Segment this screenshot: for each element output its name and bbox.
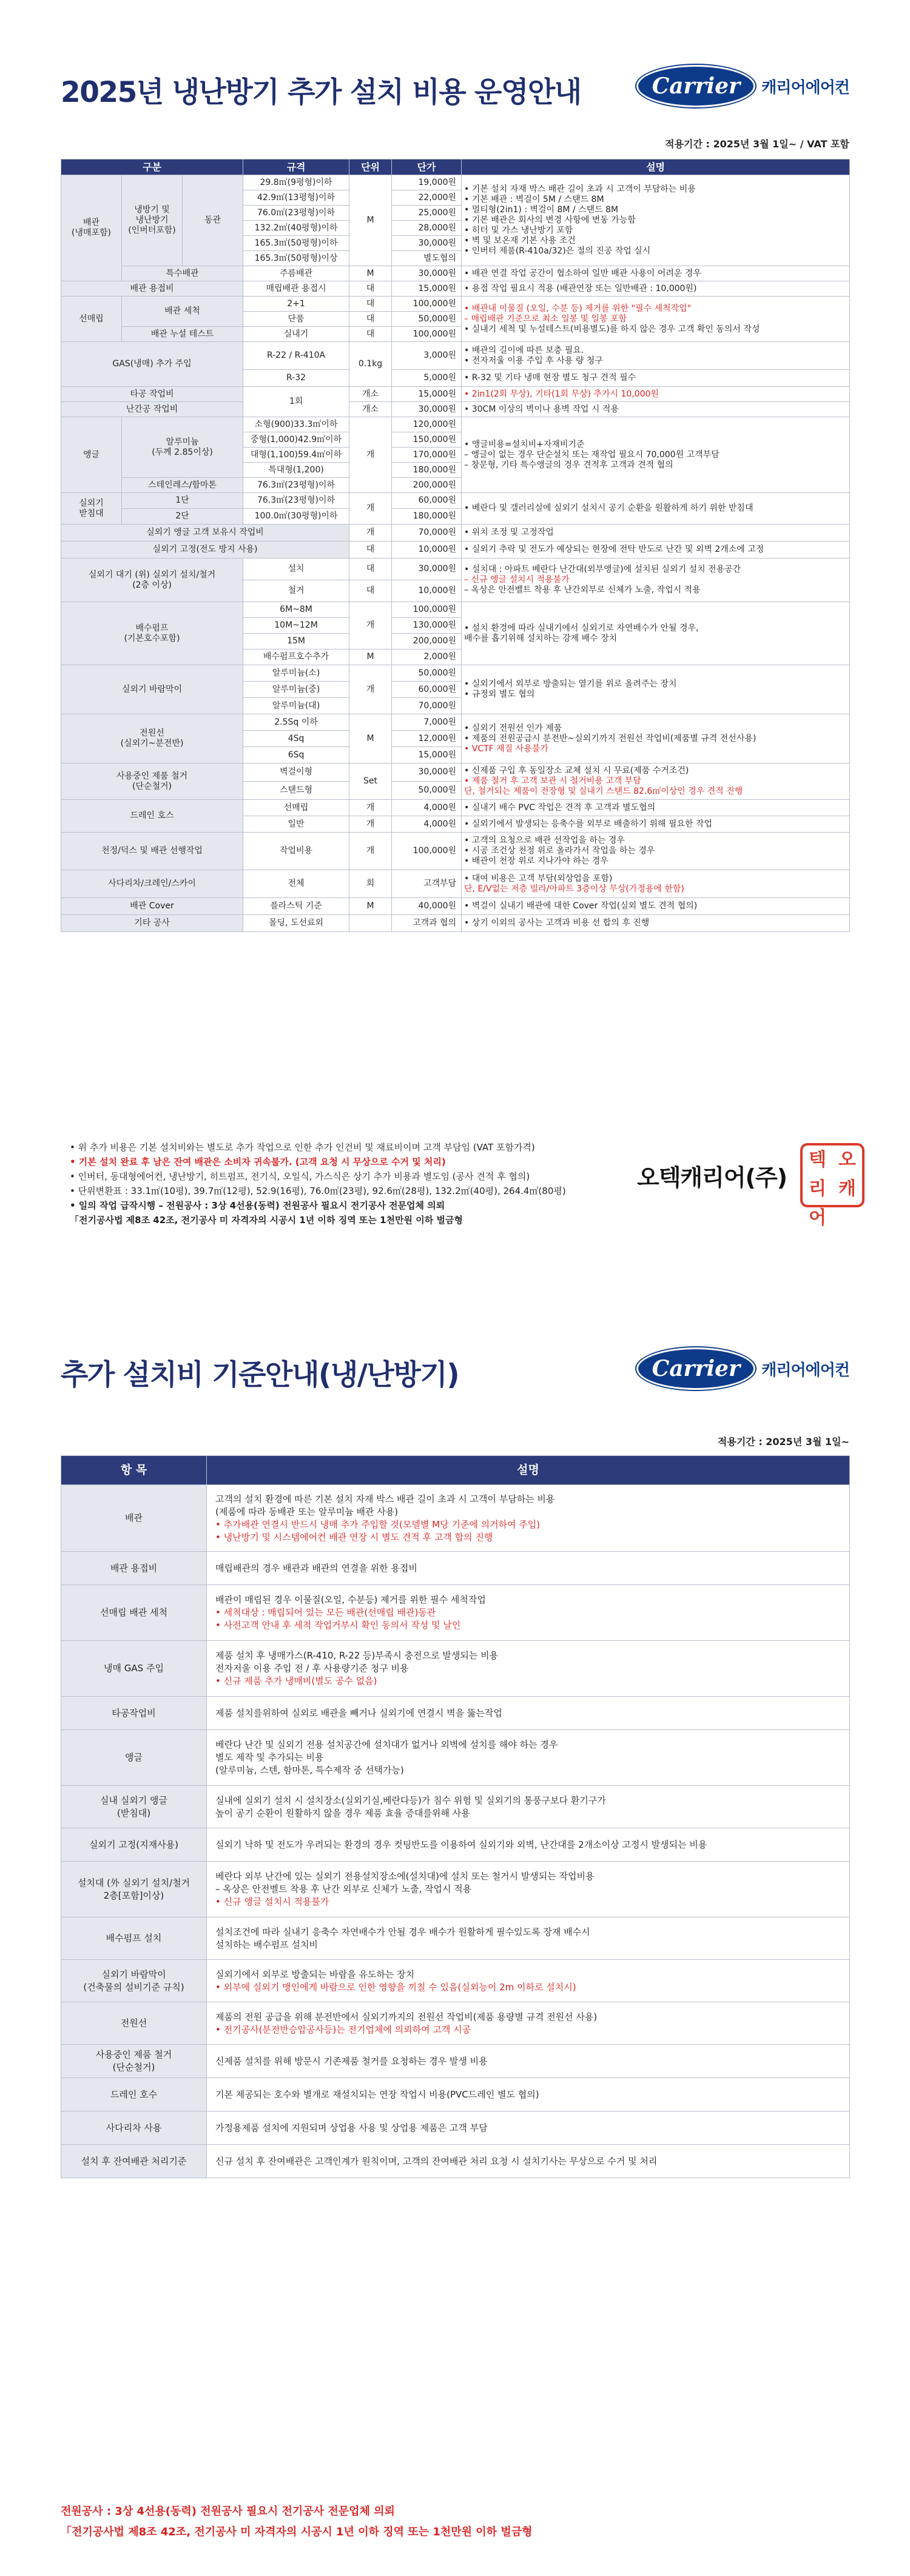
desc-warning: • 세척대상 : 매립되어 있는 모든 배관(선매립 배관)동관 <box>215 1607 436 1618</box>
table-row <box>61 1786 850 1828</box>
section2-title: 추가 설치비 기준안내(냉/난방기) <box>61 1358 459 1392</box>
item-name: 배관 <box>61 1485 207 1552</box>
table-row <box>61 2002 850 2045</box>
desc-line: (알루미늄, 스텐, 함마톤, 특수제작 중 선택가능) <box>215 1765 404 1776</box>
group-pipe: 배관 (냉매포함) <box>61 175 122 281</box>
desc-line: 신제품 설치를 위해 방문시 기존제품 철거를 요청하는 경우 발생 비용 <box>215 2055 488 2067</box>
table-row: 6Sq 15,000원 <box>61 747 850 763</box>
table-row: 기타 공사 몰딩, 도선료외 고객과 협의 • 상기 이외의 공사는 고객과 비용 선 합의 후 진행 <box>61 915 850 932</box>
col-header-desc: 설명 <box>207 1456 850 1485</box>
item-desc <box>207 1730 850 1786</box>
desc-line: 실내에 실외기 설치 시 설치장소(실외기실,베란다등)가 침수 위험 및 실외기의 통풍구보다 환기구가 <box>215 1794 606 1806</box>
desc-line: 전자저울 이용 주입 전 / 후 사용량기준 청구 비용 <box>215 1663 409 1674</box>
table-row: 천정/덕스 및 배관 선행작업 작업비용 개 100,000원 • 고객의 요청으로 배관 선작업을 하는 경우 • 시공 조건상 천정 위로 올라가서 작업을 하는 경우 • 배관이 천장 위로 지나가야 하는 경우 <box>61 833 850 870</box>
table-row: 앵글 알루미늄 (두께 2.85이상) 소형(900)33.3㎡이하 개 120,000원 • 앵글비용=설치비+자재비기준 – 앵글이 없는 경우 단순설치 또는 재작업 필요시 70,000원 고객부담 – 창문형, 기타 특수앵글의 경우 견적후 고객과 견적 협의 <box>61 417 850 432</box>
table-row: 132.2㎡(40평형)이하 28,000원 <box>61 221 850 236</box>
table-row: 사다리차/크레인/스카이 전체 회 고객부담 • 대여 비용은 고객 부담(외상업을 포함) 단, E/V없는 저층 빌라/아파트 3층이상 무상(가정용에 한함) <box>61 870 850 898</box>
item-name: 배관 용접비 <box>61 1552 207 1585</box>
section1-notes: • 위 추가 비용은 기본 설치비와는 별도로 추가 작업으로 인한 추가 인건비 및 재료비이며 고객 부담임 (VAT 포함가격) • 기본 설치 완료 후 남은 잔여 배관은 소비자 귀속불가. (고객 요청 시 무상으로 수거 및 처리) • 인버터, 동대형에어컨, 냉난방기, 히트펌프, 전기식, 오일식, 가스식은 상기 추가 비용과 별도임 (공사 견적 후 협의) • 단위변환표 : 33.1㎡(10평), 39.7㎡(12평), 52.9(16평), 76.0㎡(23평), 92.6㎡(28평), 132.2㎡(40평), 264.4㎡(80평) • 일의 작업 급작시행 – 전원공사 : 3상 4선용(동력) 전원공사 필요시 전기공사 전문업체 의뢰 「전기공사법 제8조 42조, 전기공사 미 자격자의 시공시 1년 이하 징역 또는 1천만원 이하 벌금형 <box>70 1142 566 1226</box>
company-stamp-area <box>637 1143 864 1229</box>
table-row: 중형(1,000)42.9㎡이하 150,000원 <box>61 432 850 448</box>
item-desc <box>207 1641 850 1697</box>
desc-line: 신규 설치 후 잔여배관은 고객인계가 원칙이며, 고객의 잔여배관 처리 요청 시 설치기사는 무상으로 수거 및 처리 <box>215 2155 658 2167</box>
table-row <box>61 1828 850 1862</box>
desc-line: 높이 공기 순환이 원활하지 않을 경우 제품 효율 증대를위해 사용 <box>215 1807 470 1819</box>
desc-line: 설치조건에 따라 실내기 응축수 자연배수가 안될 경우 배수가 원활하게 필수있도록 장재 배수시 <box>215 1926 590 1937</box>
item-desc <box>207 2111 850 2145</box>
table-row: 배관 누설 테스트 실내기 대 100,000원 <box>61 327 850 342</box>
table-row: 배관 Cover 플라스틱 기준 M 40,000원 • 벽걸이 실내기 배관에 대한 Cover 작업(실외 별도 견적 협의) <box>61 898 850 915</box>
desc-line: (제품에 따라 동배관 또는 알루미늄 배관 사용) <box>215 1506 399 1517</box>
table-row: 4Sq 12,000원 <box>61 731 850 747</box>
table-row: 단품 대 50,000원 <box>61 312 850 327</box>
standard-table <box>61 1455 850 2178</box>
company-name: 오텍캐리어(주) <box>637 1164 787 1191</box>
section2-footnotes: 전원공사 : 3상 4선용(동력) 전원공사 필요시 전기공사 전문업체 의뢰 「전기공사법 제8조 42조, 전기공사 미 자격자의 시공시 1년 이하 징역 또는 1천만원 이하 벌금형 <box>61 2505 533 2538</box>
table-row: 15M 200,000원 <box>61 634 850 649</box>
table-row: 2단 100.0㎡(30평형)이하 180,000원 <box>61 509 850 525</box>
desc-line: – 옥상은 안전벨트 착용 후 난간 외부로 신체가 노출, 작업시 적용 <box>215 1883 472 1894</box>
item-name: 냉매 GAS 주입 <box>61 1641 207 1697</box>
table-row: 선매립 배관 세척 2+1 대 100,000원 • 배관내 이물질 (오일, 수분 등) 제거를 위한 "필수 세척작업" – 매립배관 기준으로 최소 일봉 및 일봉 포함 • 실내기 세척 및 누설테스트(비용별도)를 하지 않은 경우 고객 확인 동의서 작성 <box>61 297 850 312</box>
table-row: 실외기 받침대 1단 76.3㎡(23평형)이하 개 60,000원 • 베란다 및 갤러리실에 실외기 설치시 공기 순환을 원활하게 하기 위한 받침대 <box>61 493 850 509</box>
desc-line: 실외기에서 외부로 방출되는 바람을 유도하는 장치 <box>215 1968 415 1980</box>
carrier-logo <box>636 65 849 107</box>
table-row: 스탠드형 50,000원 <box>61 782 850 800</box>
carrier-logo-mark: Carrier <box>636 65 755 107</box>
table-row: 타공 작업비 1회 개소 15,000원 • 2in1(2회 무상), 기타(1회 무상) 추가시 10,000원 <box>61 387 850 402</box>
item-name: 선매립 배관 세척 <box>61 1585 207 1641</box>
section2-period: 적용기간 : 2025년 3월 1일~ <box>717 1436 849 1447</box>
table-row: 42.9㎡(13평형)이하 22,000원 <box>61 190 850 206</box>
col-header-category: 구분 <box>61 159 243 175</box>
item-name: 설치대 (外 실외기 설치/철거 2층[포함]이상) <box>61 1862 207 1917</box>
table-row: 특대형(1,200) 180,000원 <box>61 463 850 478</box>
item-desc <box>207 1485 850 1552</box>
unit-cell: M <box>349 175 392 266</box>
desc-line: 매립배관의 경우 배관과 배관의 연결을 위한 용접비 <box>215 1562 417 1574</box>
item-desc <box>207 1828 850 1862</box>
desc-line: 고객의 설치 환경에 따른 기본 설치 자재 박스 배관 길이 초과 시 고객이 부담하는 비용 <box>215 1493 555 1504</box>
desc-warning: • 신규 제품 추가 냉매비(별도 공수 없음) <box>215 1675 377 1686</box>
table-row: 실외기 대기 (위) 실외기 설치/철거 (2층 이상) 설치 대 30,000원 • 설치대 : 아파트 베란다 난간대(외부앵글)에 설치된 실외기 설치 전용공간 – 신규 앵글 설치시 적용불가 – 옥상은 안전벨트 착용 후 난간외부로 신체가 노출, 작업시 적용 <box>61 558 850 580</box>
table-row: 알루미늄(중) 60,000원 <box>61 682 850 698</box>
desc-line: 실외기 낙하 및 전도가 우려되는 환경의 경우 컷팅반도를 이용하여 실외기와 외벽, 난간대를 2개소이상 고정시 발생되는 비용 <box>215 1839 707 1850</box>
desc-pipe: • 기본 설치 자재 박스 배관 길이 초과 시 고객이 부담하는 비용 • 기본 배관 : 벽걸이 5M / 스탠드 8M • 멀티형(2in1) : 벽걸이 8M / 스탠드 8M • 기본 배관은 회사의 변경 사항에 변동 가능함 • 히터 및 가스 냉난방기 포함 • 벽 및 보온재 기본 사용 조건 • 인버터 제품(R-410a/32)은 절의 진공 작업 실시 <box>462 175 850 266</box>
desc-line: 기본 제공되는 호수와 별개로 재설치되는 연장 작업시 비용(PVC드레인 별도 협의) <box>215 2088 539 2100</box>
desc-warning: • 전기공사(분전반승압공사등)는 전기업체에 의뢰하여 고객 시공 <box>215 2024 471 2035</box>
table-row: 난간공 작업비 개소 30,000원 • 30CM 이상의 벽이나 용벽 작업 시 적용 <box>61 402 850 417</box>
table-row <box>61 1697 850 1730</box>
item-desc <box>207 1585 850 1641</box>
table-row <box>61 1552 850 1585</box>
col-header-spec: 규격 <box>243 159 349 175</box>
item-name: 실외기 고정(지재사용) <box>61 1828 207 1862</box>
table-row: GAS(냉매) 추가 주입 R-22 / R-410A 0.1kg 3,000원 • 배관의 길이에 따른 보충 필요. • 전자저울 이용 주입 후 사용 량 청구 <box>61 342 850 370</box>
company-seal: 텍 오 리어 캐 <box>800 1143 864 1207</box>
group-aircon: 냉방기 및 냉난방기 (인버터포함) <box>122 175 183 266</box>
carrier-logo-mark: Carrier <box>636 1347 755 1390</box>
table-row <box>61 175 850 190</box>
item-desc <box>207 1960 850 2002</box>
table-row <box>61 1917 850 1960</box>
carrier-brand-name: 캐리어에어컨 <box>761 1361 849 1380</box>
item-name: 설치 후 잔여배관 처리기준 <box>61 2145 207 2178</box>
table-row: 사용중인 제품 철거 (단순철거) 벽걸이형 Set 30,000원 • 신제품 구입 후 동일장소 교체 설치 시 무료(제품 수거조건) • 제품 철거 후 고객 보관 시 철거비용 고객 부담 단, 철거되는 제품이 전장형 및 실내기 스탠드 82.6㎡이상인 경우 견적 진행 <box>61 763 850 782</box>
table-row <box>61 1641 850 1697</box>
item-desc <box>207 1786 850 1828</box>
table-row: 알루미늄(대) 70,000원 <box>61 698 850 714</box>
item-desc <box>207 1697 850 1730</box>
desc-warning: • 신규 앵글 설치시 적용불가 <box>215 1896 329 1907</box>
desc-line: 제품의 전원 공급을 위해 분전반에서 실외기까지의 전원선 작업비(제품 용량별 규격 전원선 사용) <box>215 2011 598 2022</box>
table-row <box>61 2111 850 2145</box>
item-desc <box>207 1552 850 1585</box>
table-row <box>61 1862 850 1917</box>
item-name: 앵글 <box>61 1730 207 1786</box>
table-row: 스테인레스/함마톤 76.3㎡(23평형)이하 200,000원 <box>61 478 850 493</box>
table-row: 실외기 앵글 고객 보유시 작업비 개 70,000원 • 위치 조정 및 고정작업 <box>61 525 850 542</box>
item-name: 사용중인 제품 철거 (단순철거) <box>61 2045 207 2078</box>
desc-line: 설치하는 배수펌프 설치비 <box>215 1939 318 1950</box>
item-name: 배수펌프 설치 <box>61 1917 207 1960</box>
table-row: 실외기 바람막이 알루미늄(소) 개 50,000원 • 실외기에서 외부로 방출되는 열기를 위로 올려주는 장치 • 규정외 별도 협의 <box>61 665 850 682</box>
item-name: 드레인 호수 <box>61 2078 207 2111</box>
desc-warning: • 추가배관 연결시 반드시 냉매 추가 주입할 것(모델별 M당 기준에 의거하여 주입) <box>215 1518 541 1530</box>
desc-line: 가정용제품 설치에 지원되며 상업용 사용 및 상업용 제품은 고객 부담 <box>215 2122 488 2133</box>
item-name: 타공작업비 <box>61 1697 207 1730</box>
table-row <box>61 1730 850 1786</box>
col-header-unit: 단위 <box>349 159 392 175</box>
item-desc <box>207 2045 850 2078</box>
standard-guide-section <box>0 1292 910 2576</box>
table-row: 철거 대 10,000원 <box>61 580 850 602</box>
item-desc <box>207 1862 850 1917</box>
desc-line: 별도 제작 및 추가되는 비용 <box>215 1752 324 1763</box>
table-row: 대형(1,100)59.4㎡이하 170,000원 <box>61 448 850 463</box>
table-row <box>61 2078 850 2111</box>
table-row: 10M~12M 130,000원 <box>61 618 850 634</box>
col-header-item: 항 목 <box>61 1456 207 1485</box>
desc-line: 베란다 외부 난간에 있는 실외기 전용설치장소에(설치대)에 설치 또는 철거시 발생되는 작업비용 <box>215 1871 595 1882</box>
table-row: 배수펌프호수추가 M 2,000원 <box>61 649 850 665</box>
group-copper: 동관 <box>183 175 243 266</box>
table-row <box>61 1485 850 1552</box>
carrier-logo <box>636 1347 849 1390</box>
desc-warning: • 외부에 실외기 맹인에게 바람으로 인한 영향을 끼칠 수 있음(실외능이 2m 이하로 설치시) <box>215 1981 576 1993</box>
table-row <box>61 1585 850 1641</box>
item-desc <box>207 2078 850 2111</box>
section2-header <box>61 1340 849 1395</box>
col-header-desc: 설명 <box>462 159 850 175</box>
desc-line: 베란다 난간 및 실외기 전용 설치공간에 설치대가 없거나 외벽에 설치를 해야 하는 경우 <box>215 1739 558 1750</box>
section1-header <box>61 58 849 112</box>
table-row: 165.3㎡(50평형)이하 30,000원 <box>61 236 850 251</box>
table-row: 일반 개 4,000원 • 실외기에서 발생되는 응축수를 외부로 배출하기 위해 필요한 작업 <box>61 816 850 833</box>
section1-title: 2025년 냉난방기 추가 설치 비용 운영안내 <box>61 76 581 109</box>
table-row: 드레인 호스 선매립 개 4,000원 • 실내기 배수 PVC 작업은 견적 후 고객과 별도협의 <box>61 800 850 816</box>
table-row: 특수배관 주름배관 M 30,000원 • 배관 연결 작업 공간이 협소하여 일반 배관 사용이 어려운 경우 <box>61 266 850 281</box>
table-row: R-32 5,000원 • R-32 및 기타 냉매 현장 별도 청구 견적 필수 <box>61 370 850 387</box>
item-name: 실내 실외기 앵글 (받침대) <box>61 1786 207 1828</box>
item-name: 전원선 <box>61 2002 207 2045</box>
item-desc <box>207 1917 850 1960</box>
item-name: 실외기 바람막이 (건축물의 설비기준 규칙) <box>61 1960 207 2002</box>
col-header-price: 단가 <box>392 159 462 175</box>
item-name: 사다리차 사용 <box>61 2111 207 2145</box>
table-row: 배관 용접비 매립배관 용접시 대 15,000원 • 용접 작업 필요시 적용 (배관연장 또는 일반배관 : 10,000원) <box>61 281 850 297</box>
table-row: 실외기 고정(전도 방지 사용) 대 10,000원 • 실외기 추락 및 전도가 예상되는 현장에 전탁 반도로 난간 및 외벽 2개소에 고정 <box>61 542 850 558</box>
desc-line: 배관이 매립된 경우 이물질(오일, 수분등) 제거를 위한 필수 세척작업 <box>215 1594 486 1605</box>
item-desc <box>207 2002 850 2045</box>
section1-period: 적용기간 : 2025년 3월 1일~ / VAT 포함 <box>665 138 849 150</box>
desc-line: 제품 설치 후 냉매가스(R-410, R-22 등)부족시 충전으로 발생되는 비용 <box>215 1650 499 1661</box>
table-row: 76.0㎡(23평형)이하 25,000원 <box>61 206 850 221</box>
table-row: 전원선 (실외기~분전반) 2.5Sq 이하 M 7,000원 • 실외기 전원선 인가 제품 • 제품의 전원공급시 분전반~실외기까지 전원선 작업비(제품별 규격 전선사용) • VCTF 재질 사용불가 <box>61 714 850 731</box>
price-cell: 19,000원 <box>392 175 462 190</box>
table-row <box>61 2145 850 2178</box>
table-row <box>61 2045 850 2078</box>
table-row <box>61 1960 850 2002</box>
desc-line: 제품 설치를위하여 실외로 배관을 빼거나 실외기에 연결시 벽을 뚫는작업 <box>215 1707 502 1719</box>
desc-warning: • 사전고객 안내 후 세척 작업거부시 확인 동의서 작성 및 날인 <box>215 1620 461 1631</box>
carrier-brand-name: 캐리어에어컨 <box>761 78 849 97</box>
desc-warning: • 냉난방기 및 시스템에어컨 배관 연장 시 별도 견적 후 고객 합의 진행 <box>215 1531 493 1543</box>
table-row: 165.3㎡(50평형)이상 별도협의 <box>61 251 850 266</box>
item-desc <box>207 2145 850 2178</box>
cost-table <box>61 159 850 932</box>
table-row: 배수펌프 (기본호수포함) 6M~8M 개 100,000원 • 설치 환경에 따라 실내기에서 실외기로 자연배수가 안될 경우, 배수를 흡기위해 설치하는 강제 배수 장치 <box>61 602 850 618</box>
spec-cell: 29.8㎡(9평형)이하 <box>243 175 349 190</box>
